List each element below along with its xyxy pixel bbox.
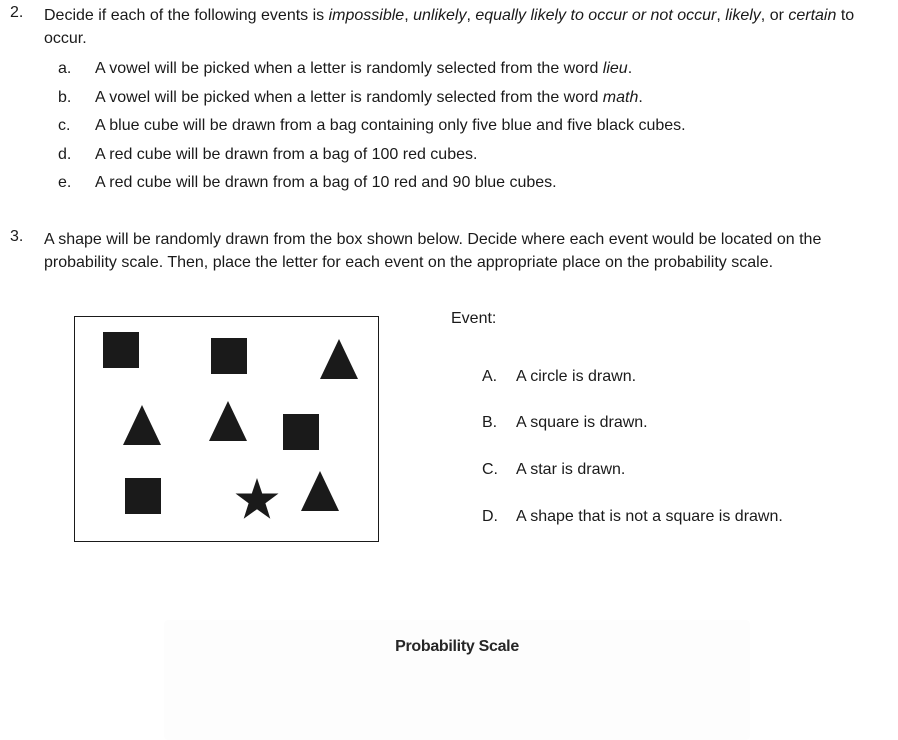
- item-letter: c.: [58, 117, 71, 135]
- triangle-shape: [207, 399, 249, 443]
- square-shape: [103, 332, 139, 368]
- item-text: A blue cube will be drawn from a bag containing only five blue and five black cubes.: [95, 117, 686, 135]
- question-prompt: Decide if each of the following events is impossible, unlikely, equally likely to occur or not occur, likely, or certain to occur.: [44, 7, 855, 47]
- question-3: [10, 228, 890, 274]
- question-number: 3.: [10, 228, 24, 245]
- event-item: [482, 414, 648, 432]
- event-text: A shape that is not a square is drawn.: [516, 508, 783, 525]
- question-prompt: A shape will be randomly drawn from the box shown below. Decide where each event would be located on the probability scale. Then, place the letter for each event on the appropriate place on the probability scale.: [44, 231, 822, 271]
- item-letter: d.: [58, 145, 72, 163]
- event-heading: Event:: [451, 310, 497, 327]
- question-2: [10, 4, 890, 192]
- item-text: A vowel will be picked when a letter is randomly selected from the word math.: [95, 88, 643, 106]
- probability-scale-title: Probability Scale: [395, 638, 519, 655]
- event-item: [482, 461, 625, 479]
- event-item: [482, 368, 636, 386]
- item-letter: a.: [58, 60, 72, 77]
- triangle-shape: [318, 337, 360, 381]
- question-number: 2.: [10, 4, 24, 21]
- item-text: A vowel will be picked when a letter is randomly selected from the word lieu.: [95, 60, 633, 77]
- square-shape: [211, 338, 247, 374]
- event-letter: D.: [482, 508, 498, 525]
- star-shape: [234, 476, 280, 522]
- event-item: [482, 508, 783, 526]
- event-letter: A.: [482, 368, 498, 385]
- event-letter: B.: [482, 414, 498, 431]
- event-letter: C.: [482, 461, 498, 478]
- triangle-shape: [299, 469, 341, 513]
- event-text: A circle is drawn.: [516, 368, 637, 385]
- shape-box: [74, 316, 379, 542]
- square-shape: [283, 414, 319, 450]
- event-text: A star is drawn.: [516, 461, 626, 478]
- event-text: A square is drawn.: [516, 414, 648, 431]
- triangle-shape: [121, 403, 163, 447]
- square-shape: [125, 478, 161, 514]
- item-letter: b.: [58, 88, 72, 106]
- item-text: A red cube will be drawn from a bag of 100 red cubes.: [95, 145, 478, 163]
- item-letter: e.: [58, 174, 72, 192]
- item-text: A red cube will be drawn from a bag of 10 red and 90 blue cubes.: [95, 174, 557, 192]
- probability-scale-panel: [164, 620, 750, 740]
